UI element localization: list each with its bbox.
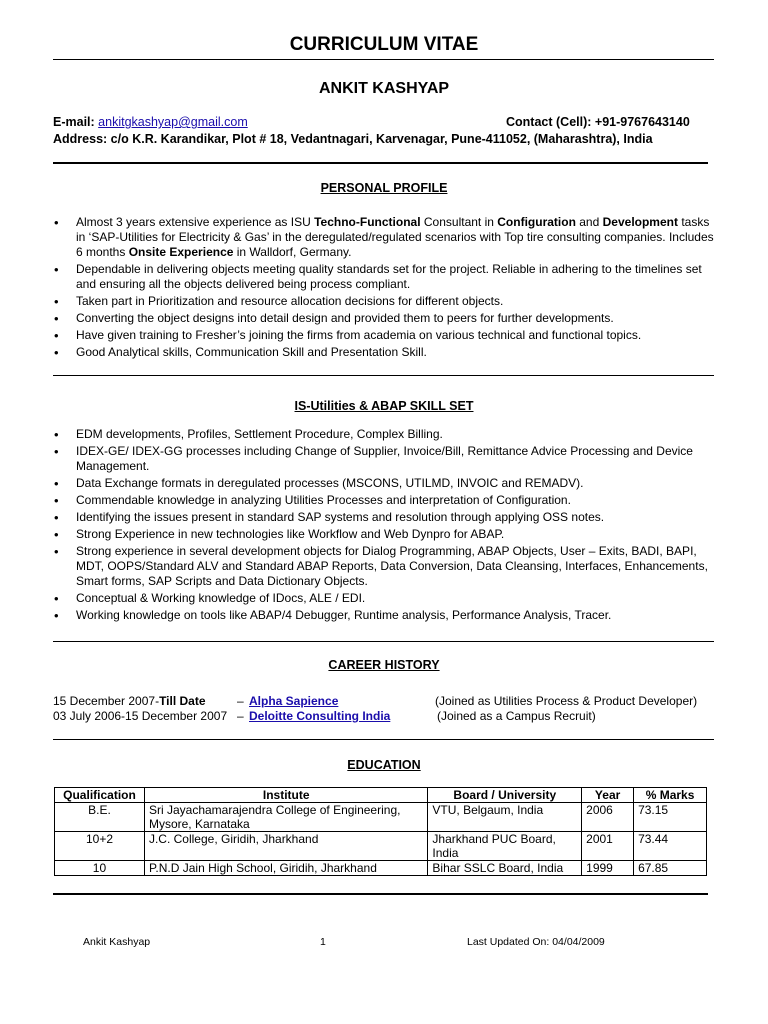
career-date-end: Till Date	[159, 694, 206, 708]
contact-rule	[53, 162, 708, 164]
candidate-name: ANKIT KASHYAP	[318, 80, 450, 97]
section-divider	[53, 375, 714, 376]
education-table	[54, 787, 707, 876]
list-item: • Have given training to Fresher’s joining the firms from academia on various technical and functional topics.	[53, 328, 718, 343]
address-text: c/o K.R. Karandikar, Plot # 18, Vedantnagari, Karvenagar, Pune-411052, (Maharashtra), India	[110, 132, 653, 146]
footer-page-number: 1	[320, 936, 326, 948]
email-label: E-mail:	[53, 115, 95, 129]
list-item: • IDEX-GE/ IDEX-GG processes including Change of Supplier, Invoice/Bill, Remittance Advice Processing and Device Management.	[53, 444, 718, 474]
footer-author: Ankit Kashyap	[83, 936, 151, 948]
table-cell: 1999	[582, 861, 634, 876]
education-heading: EDUCATION	[347, 758, 421, 772]
table-cell: 67.85	[634, 861, 707, 876]
list-item: • Dependable in delivering objects meeting quality standards set for the project. Reliable in adhering to the timelines set and ensuring all the objects delivered being process compliant.	[53, 262, 718, 292]
personal-profile-heading: PERSONAL PROFILE	[320, 181, 448, 195]
table-row	[55, 832, 707, 861]
table-cell: 10+2	[55, 832, 145, 861]
list-item: • Good Analytical skills, Communication Skill and Presentation Skill.	[53, 345, 718, 360]
table-cell: VTU, Belgaum, India	[428, 803, 582, 832]
phone-label: Contact (Cell):	[506, 115, 592, 129]
career-note: (Joined as Utilities Process & Product Developer)	[435, 694, 698, 708]
text-segment: in Walldorf, Germany.	[233, 245, 352, 259]
table-header-row	[55, 788, 707, 803]
list-item	[53, 215, 718, 260]
table-cell: 73.44	[634, 832, 707, 861]
address-line	[53, 132, 753, 146]
career-history	[53, 694, 723, 726]
list-item: • EDM developments, Profiles, Settlement Procedure, Complex Billing.	[53, 427, 718, 442]
table-cell: B.E.	[55, 803, 145, 832]
table-cell: Sri Jayachamarajendra College of Engineering, Mysore, Karnataka	[144, 803, 427, 832]
email-line	[53, 115, 248, 129]
list-item: • Strong experience in several development objects for Dialog Programming, ABAP Objects, User – Exits, BADI, BAPI, MDT, OOPS/Standard ALV and Standard ABAP Reports, Data Conversion, Data Cleansing, Interfaces, Enhancements, Smart forms, SAP Scripts and Data Dictionary Objects.	[53, 544, 718, 589]
company-link-deloitte[interactable]: Deloitte Consulting India	[249, 709, 391, 723]
column-header: Year	[582, 788, 634, 803]
table-cell: 2006	[582, 803, 634, 832]
list-item: • Taken part in Prioritization and resource allocation decisions for different objects.	[53, 294, 718, 309]
column-header: % Marks	[634, 788, 707, 803]
section-divider	[53, 739, 714, 740]
text-segment: Techno-Functional	[314, 215, 421, 229]
table-cell: Bihar SSLC Board, India	[428, 861, 582, 876]
career-row	[53, 694, 206, 709]
list-item: • Converting the object designs into detail design and provided them to peers for further developments.	[53, 311, 718, 326]
table-cell: Jharkhand PUC Board, India	[428, 832, 582, 861]
column-header: Qualification	[55, 788, 145, 803]
career-history-heading: CAREER HISTORY	[328, 658, 440, 672]
address-label: Address:	[53, 132, 108, 146]
text-segment: Almost 3 years extensive experience as ISU	[76, 215, 315, 229]
list-item: • Strong Experience in new technologies like Workflow and Web Dynpro for ABAP.	[53, 527, 718, 542]
table-cell: 10	[55, 861, 145, 876]
text-segment: Development	[602, 215, 678, 229]
phone-line	[506, 115, 690, 129]
skill-set-list	[53, 427, 718, 625]
text-segment: Configuration	[497, 215, 576, 229]
footer-last-updated: Last Updated On: 04/04/2009	[467, 936, 605, 948]
text-segment: Onsite Experience	[128, 245, 234, 259]
list-item: • Commendable knowledge in analyzing Utilities Processes and interpretation of Configuration.	[53, 493, 718, 508]
column-header: Institute	[144, 788, 427, 803]
career-dash: –	[237, 694, 244, 708]
column-header: Board / University	[428, 788, 582, 803]
list-item: • Working knowledge on tools like ABAP/4 Debugger, Runtime analysis, Performance Analysis, Tracer.	[53, 608, 718, 623]
list-item: • Identifying the issues present in standard SAP systems and resolution through applying OSS notes.	[53, 510, 718, 525]
table-row	[55, 861, 707, 876]
table-cell: P.N.D Jain High School, Giridih, Jharkhand	[144, 861, 427, 876]
career-dash: –	[237, 709, 244, 723]
footer-rule	[53, 893, 708, 895]
personal-profile-list	[53, 215, 718, 362]
text-segment: tasks in ‘SAP-Utilities for Electricity & Gas’ in the deregulated/regulated scenarios with Top tire consulting companies. Includes 6 months	[76, 215, 714, 259]
phone-number: +91-9767643140	[594, 115, 690, 129]
table-row	[55, 803, 707, 832]
text-segment: Consultant in	[420, 215, 498, 229]
career-note: (Joined as a Campus Recruit)	[437, 709, 596, 723]
email-link[interactable]: ankitgkashyap@gmail.com	[98, 115, 248, 129]
title-rule	[53, 59, 714, 60]
section-divider	[53, 641, 714, 642]
skill-set-heading: IS-Utilities & ABAP SKILL SET	[294, 399, 474, 413]
text-segment: and	[575, 215, 603, 229]
company-link-alpha-sapience[interactable]: Alpha Sapience	[249, 694, 339, 708]
table-cell: J.C. College, Giridih, Jharkhand	[144, 832, 427, 861]
list-item: • Conceptual & Working knowledge of IDocs, ALE / EDI.	[53, 591, 718, 606]
career-date: 15 December 2007-	[53, 694, 160, 708]
career-date: 03 July 2006-15 December 2007	[53, 709, 228, 723]
list-item: • Data Exchange formats in deregulated processes (MSCONS, UTILMD, INVOIC and REMADV).	[53, 476, 718, 491]
document-title: CURRICULUM VITAE	[289, 34, 479, 55]
table-cell: 73.15	[634, 803, 707, 832]
table-cell: 2001	[582, 832, 634, 861]
